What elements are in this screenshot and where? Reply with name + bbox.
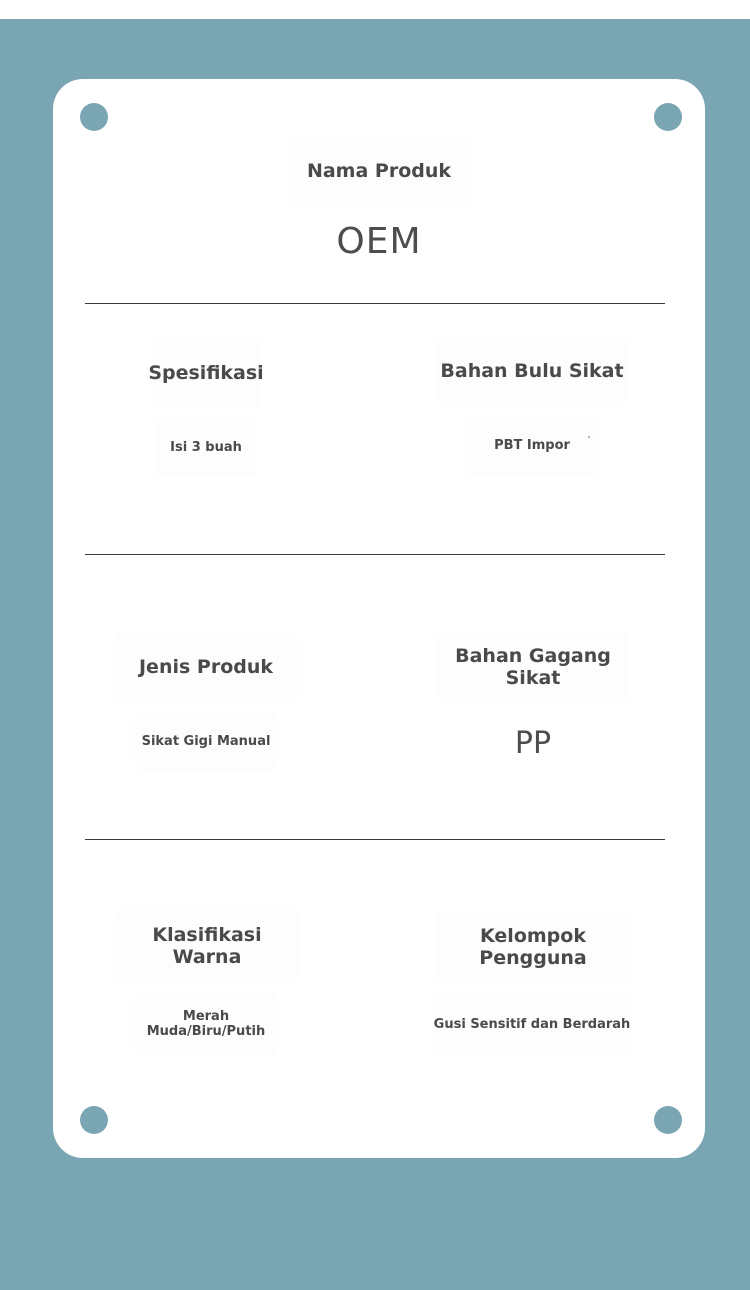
- product-name-value-text: OEM: [336, 220, 422, 262]
- divider: [85, 839, 665, 840]
- color-classification-value: [136, 993, 276, 1055]
- bristle-material-label: [439, 337, 625, 405]
- handle-material-value: [493, 715, 573, 771]
- user-group-label: [437, 913, 629, 981]
- corner-dot-bottom-left: [80, 1106, 108, 1134]
- speck: [588, 436, 590, 438]
- user-group-label-text: Kelompok Pengguna: [479, 925, 587, 969]
- spec-value-text: Isi 3 buah: [170, 439, 242, 455]
- handle-material-label: [439, 633, 627, 701]
- bristle-material-value: [465, 417, 599, 473]
- user-group-value-text: Gusi Sensitif dan Berdarah: [433, 1016, 631, 1032]
- product-type-label: [116, 633, 296, 701]
- handle-material-label-text: Bahan Gagang Sikat: [455, 645, 611, 689]
- product-name-label: [289, 137, 469, 205]
- color-classification-label: [116, 912, 298, 980]
- bristle-material-value-text: PBT Impor: [494, 437, 570, 453]
- user-group-value: [433, 995, 631, 1053]
- corner-dot-top-left: [80, 103, 108, 131]
- corner-dot-bottom-right: [654, 1106, 682, 1134]
- spec-value: [157, 419, 255, 475]
- product-type-label-text: Jenis Produk: [138, 656, 274, 678]
- divider: [85, 303, 665, 304]
- product-name-label-text: Nama Produk: [306, 160, 452, 182]
- product-type-value: [136, 713, 276, 769]
- divider: [85, 554, 665, 555]
- color-classification-value-text: Merah Muda/Biru/Putih: [146, 1009, 266, 1039]
- bristle-material-label-text: Bahan Bulu Sikat: [440, 360, 624, 382]
- product-type-value-text: Sikat Gigi Manual: [141, 733, 271, 749]
- product-name-value: [309, 213, 449, 269]
- handle-material-value-text: PP: [514, 725, 552, 761]
- corner-dot-top-right: [654, 103, 682, 131]
- spec-label-text: Spesifikasi: [148, 362, 264, 384]
- color-classification-label-text: Klasifikasi Warna: [152, 924, 262, 968]
- spec-label: [148, 339, 264, 407]
- product-info-card: [53, 79, 705, 1158]
